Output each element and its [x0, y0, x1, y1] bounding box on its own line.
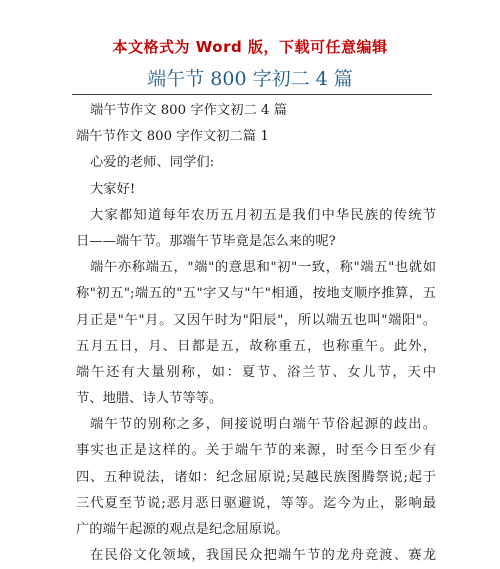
- paragraph-line: 节、地腊、诗人节等等。: [76, 391, 223, 407]
- paragraph-line: 日——端午节。那端午节毕竟是怎么来的呢?: [76, 233, 336, 249]
- paragraph-line: 大家好!: [90, 181, 136, 197]
- paragraph-line: 五月五日，月、日都是五，故称重五，也称重午。此外，: [76, 338, 436, 354]
- paragraph-line: 月正是"午"月。又因午时为"阳辰"，所以端五也叫"端阳"。: [76, 312, 436, 328]
- paragraph-line: 在民俗文化领域，我国民众把端午节的龙舟竞渡、赛龙: [90, 548, 436, 564]
- paragraph-line: 端午节的别称之多，间接说明白端午节俗起源的歧出。: [90, 417, 436, 433]
- document-title: 端午节 800 字初二 4 篇: [147, 68, 353, 90]
- paragraph-line: 端午节作文 800 字作文初二 4 篇: [90, 103, 288, 118]
- paragraph-line: 广的端午起源的观点是纪念屈原说。: [76, 522, 289, 537]
- paragraph-line: 心爱的老师、同学们:: [90, 155, 215, 171]
- paragraph-line: 大家都知道每年农历五月初五是我们中华民族的传统节: [90, 207, 436, 223]
- document-body: [76, 98, 436, 569]
- paragraph-line: 四、五种说法，诸如：纪念屈原说;吴越民族图腾祭说;起于: [76, 469, 436, 485]
- title-divider: [72, 94, 432, 95]
- paragraph-line: 端午还有大量别称，如：夏节、浴兰节、女儿节，天中: [76, 364, 436, 380]
- paragraph-line: 三代夏至节说;恶月恶日驱避说，等等。迄今为止，影响最: [76, 495, 436, 511]
- paragraph-line: 端午亦称端五，"端"的意思和"初"一致，称"端五"也就如: [90, 260, 436, 276]
- paragraph-line: 端午节作文 800 字作文初二篇 1: [76, 129, 269, 145]
- paragraph-line: 称"初五";端五的"五"字又与"午"相通，按地支顺序推算，五: [76, 286, 436, 302]
- download-banner: 本文格式为 Word 版，下载可任意编辑: [112, 38, 388, 56]
- paragraph-line: 事实也正是这样的。关于端午节的来源，时至今日至少有: [76, 443, 436, 459]
